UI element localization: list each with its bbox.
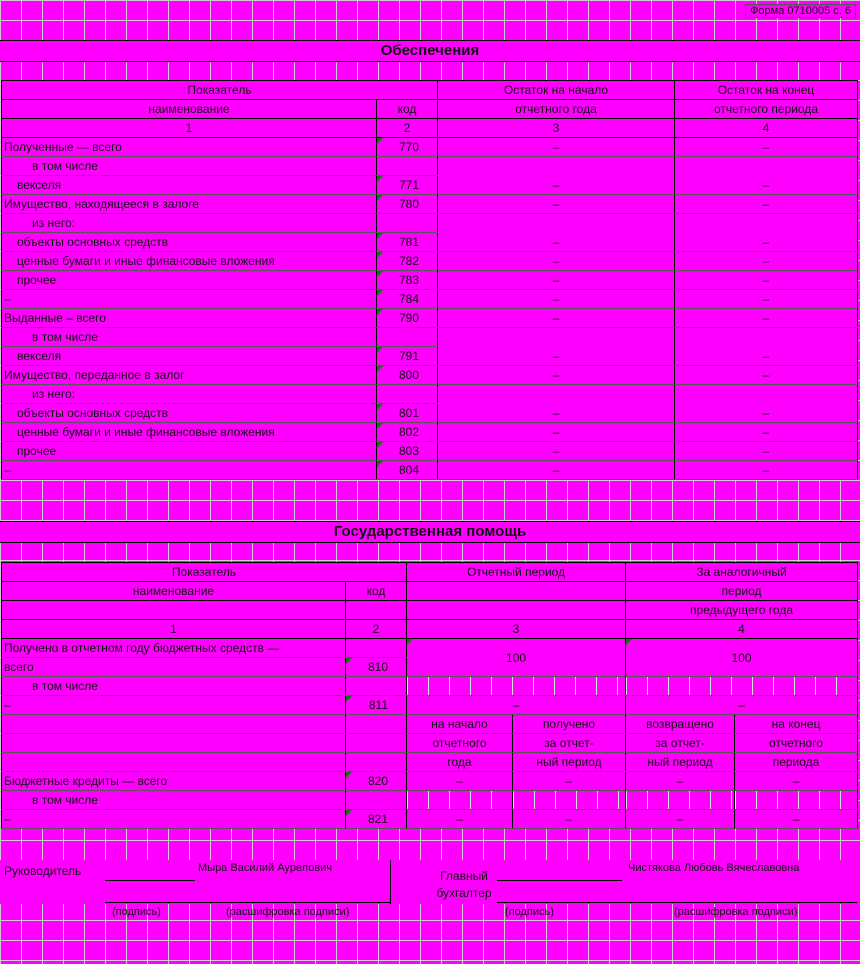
aid-header-code: код (346, 582, 407, 601)
row-start[interactable]: – (438, 195, 675, 214)
blank (2, 734, 346, 753)
blank (346, 715, 407, 734)
row-end[interactable]: – (675, 252, 858, 271)
sub-header-received: получено (513, 715, 626, 734)
row-end[interactable]: – (675, 366, 858, 385)
row-start[interactable]: – (438, 252, 675, 271)
row-label: – (2, 461, 377, 480)
aid-col-num-2: 2 (346, 620, 407, 639)
table-row (2, 677, 858, 696)
tick-cell (626, 791, 735, 810)
aid-header-name: наименование (2, 582, 346, 601)
tick-cell (626, 677, 858, 696)
aid-col-num-4: 4 (626, 620, 858, 639)
head-label: Руководитель (4, 864, 82, 878)
sub-header-end: на конец (735, 715, 858, 734)
row-code[interactable]: 784 (377, 290, 438, 309)
row-code[interactable]: 804 (377, 461, 438, 480)
row-start[interactable]: – (438, 157, 675, 195)
col-num-3: 3 (438, 119, 675, 138)
table-row (2, 290, 858, 309)
header-indicator: Показатель (2, 81, 438, 100)
accountant-name[interactable]: Чистякова Любовь Вячеславовна (628, 862, 800, 874)
accountant-label-2: бухгалтер (436, 886, 492, 900)
sub-header-returned-3: ный период (626, 753, 735, 772)
row-start[interactable]: – (438, 290, 675, 309)
sub-header-start: на начало (407, 715, 513, 734)
aid-header-blank (346, 601, 407, 620)
row-821-value[interactable]: – (626, 810, 735, 829)
row-end[interactable]: – (675, 195, 858, 214)
row-code[interactable]: 780 (377, 195, 438, 214)
credits-incl-label: в том числе (2, 791, 346, 810)
row-code[interactable]: 782 (377, 252, 438, 271)
head-name[interactable]: Мыра Василий Аурелович (198, 862, 333, 874)
sub-header-start-3: года (407, 753, 513, 772)
row-label: векселя (2, 347, 377, 366)
accountant-signature-caption: (подпись) (505, 906, 554, 918)
row-code[interactable]: 791 (377, 347, 438, 366)
header-end: Остаток на конец (675, 81, 858, 100)
row-821-code[interactable]: 821 (346, 810, 407, 829)
row-end[interactable]: – (675, 385, 858, 423)
row-label: прочее (2, 271, 377, 290)
accountant-label-1: Главный (440, 869, 488, 883)
table-row (2, 252, 858, 271)
row-end[interactable]: – (675, 442, 858, 461)
sub-header-end-2: отчетного (735, 734, 858, 753)
accountant-signature-line-1 (497, 880, 622, 881)
table-row (2, 309, 858, 328)
blank (2, 753, 346, 772)
row-code[interactable]: 800 (377, 366, 438, 385)
tick-cell (513, 791, 626, 810)
table-row (2, 753, 858, 772)
security-table (1, 80, 858, 480)
blank (346, 791, 407, 810)
header-code: код (377, 100, 438, 119)
table-row (2, 461, 858, 480)
row-label: прочее (2, 442, 377, 461)
sub-header-start-2: отчетного (407, 734, 513, 753)
accountant-label (434, 868, 494, 902)
row-code (377, 214, 438, 233)
row-start[interactable]: – (438, 442, 675, 461)
credits-value[interactable]: – (513, 772, 626, 791)
row-end[interactable]: – (675, 157, 858, 195)
accountant-decoding-caption: (расшифровка подписи) (674, 906, 798, 918)
table-row (2, 366, 858, 385)
sub-header-returned: возвращено (626, 715, 735, 734)
table-row (2, 157, 858, 176)
table-row (2, 715, 858, 734)
row-code[interactable]: 770 (377, 138, 438, 157)
row-code[interactable]: 771 (377, 176, 438, 195)
credits-value[interactable]: – (407, 772, 513, 791)
col-num-2: 2 (377, 119, 438, 138)
row-label: из него: (2, 385, 377, 404)
row-811-label: – (2, 696, 346, 715)
aid-table (1, 562, 858, 829)
sub-header-end-3: периода (735, 753, 858, 772)
tick-cell (735, 791, 858, 810)
aid-col-num-1: 1 (2, 620, 346, 639)
table-row (2, 810, 858, 829)
table-row (2, 442, 858, 461)
sub-header-returned-2: за отчет- (626, 734, 735, 753)
row-label: – (2, 290, 377, 309)
row-code[interactable]: 790 (377, 309, 438, 328)
row-label: Полученные — всего (2, 138, 377, 157)
row-811-code[interactable]: 811 (346, 696, 407, 715)
row-label: Имущество, находящееся в залоге (2, 195, 377, 214)
row-code (377, 385, 438, 404)
row-code (377, 328, 438, 347)
row-label: объекты основных средств (2, 404, 377, 423)
blank (346, 753, 407, 772)
received-prev-value[interactable]: 100 (626, 639, 858, 677)
row-end[interactable]: – (675, 271, 858, 290)
aid-header-similar-3: предыдущего года (626, 601, 858, 620)
row-label: в том числе (2, 328, 377, 347)
row-start[interactable]: – (438, 423, 675, 442)
header-start-year: отчетного года (438, 100, 675, 119)
blank (346, 734, 407, 753)
row-end[interactable]: – (675, 290, 858, 309)
row-label: Выданные – всего (2, 309, 377, 328)
tick-cell (407, 791, 513, 810)
table-row (2, 138, 858, 157)
table-row (2, 271, 858, 290)
row-label: векселя (2, 176, 377, 195)
row-end[interactable]: – (675, 328, 858, 366)
table-row (2, 328, 858, 347)
row-811-period[interactable]: – (407, 696, 626, 715)
received-period-value[interactable]: 100 (407, 639, 626, 677)
row-code[interactable]: 781 (377, 233, 438, 252)
aid-col-num-3: 3 (407, 620, 626, 639)
head-signature-caption: (подпись) (112, 906, 161, 918)
security-title: Обеспечения (380, 42, 480, 59)
aid-header-similar: За аналогичный (626, 563, 858, 582)
table-row (2, 696, 858, 715)
header-name: наименование (2, 100, 377, 119)
row-end[interactable]: – (675, 309, 858, 328)
row-label: из него: (2, 214, 377, 233)
table-row (2, 423, 858, 442)
row-start[interactable]: – (438, 214, 675, 252)
row-code[interactable]: 803 (377, 442, 438, 461)
row-code[interactable]: 783 (377, 271, 438, 290)
row-end[interactable]: – (675, 138, 858, 157)
aid-header-similar-2: период (626, 582, 858, 601)
table-row (2, 734, 858, 753)
header-start: Остаток на начало (438, 81, 675, 100)
head-signature-line-1 (105, 880, 195, 881)
table-row (2, 791, 858, 810)
row-end[interactable]: – (675, 461, 858, 480)
row-code[interactable]: 802 (377, 423, 438, 442)
row-label: в том числе (2, 157, 377, 176)
table-row (2, 639, 858, 658)
aid-header-indicator: Показатель (2, 563, 407, 582)
row-label: ценные бумаги и иные финансовые вложения (2, 252, 377, 271)
row-label: ценные бумаги и иные финансовые вложения (2, 423, 377, 442)
incl-label: в том числе (2, 677, 346, 696)
aid-title: Государственная помощь (333, 523, 527, 540)
row-start[interactable]: – (438, 309, 675, 328)
credits-value[interactable]: – (735, 772, 858, 791)
aid-header-blank (2, 601, 346, 620)
head-signature-line (105, 902, 390, 903)
row-811-prev[interactable]: – (626, 696, 858, 715)
header-end-period: отчетного периода (675, 100, 858, 119)
credits-value[interactable]: – (626, 772, 735, 791)
table-row (2, 385, 858, 404)
sub-header-received-3: ный период (513, 753, 626, 772)
row-start[interactable]: – (438, 385, 675, 423)
row-label: объекты основных средств (2, 233, 377, 252)
table-row (2, 195, 858, 214)
row-821-value[interactable]: – (735, 810, 858, 829)
credits-label: Бюджетные кредиты — всего (2, 772, 346, 791)
aid-header-period-blank (407, 582, 626, 601)
received-label-1: Получено в отчетном году бюджетных средств — (2, 639, 346, 658)
blank (2, 715, 346, 734)
col-num-1: 1 (2, 119, 377, 138)
row-start[interactable]: – (438, 271, 675, 290)
tick-cell (407, 677, 626, 696)
incl-code-blank (346, 677, 407, 696)
row-label: Имущество, переданное в залог (2, 366, 377, 385)
accountant-signature-line (497, 902, 857, 903)
row-start[interactable]: – (438, 328, 675, 366)
aid-header-blank (407, 601, 626, 620)
signature-divider (390, 860, 391, 904)
row-end[interactable]: – (675, 423, 858, 442)
table-row (2, 214, 858, 233)
head-decoding-caption: (расшифровка подписи) (226, 906, 350, 918)
table-row (2, 772, 858, 791)
row-code (377, 157, 438, 176)
row-start[interactable]: – (438, 461, 675, 480)
received-code[interactable]: 810 (346, 658, 407, 677)
row-start[interactable]: – (438, 366, 675, 385)
row-821-value[interactable]: – (407, 810, 513, 829)
sub-header-received-2: за отчет- (513, 734, 626, 753)
credits-code[interactable]: 820 (346, 772, 407, 791)
col-num-4: 4 (675, 119, 858, 138)
row-start[interactable]: – (438, 138, 675, 157)
aid-header-period: Отчетный период (407, 563, 626, 582)
row-code[interactable]: 801 (377, 404, 438, 423)
row-821-label: – (2, 810, 346, 829)
received-label-2: всего (2, 658, 346, 677)
form-label: Форма 0710005 с. 6 (745, 4, 856, 18)
received-code-blank (346, 639, 407, 658)
row-821-value[interactable]: – (513, 810, 626, 829)
row-end[interactable]: – (675, 214, 858, 252)
